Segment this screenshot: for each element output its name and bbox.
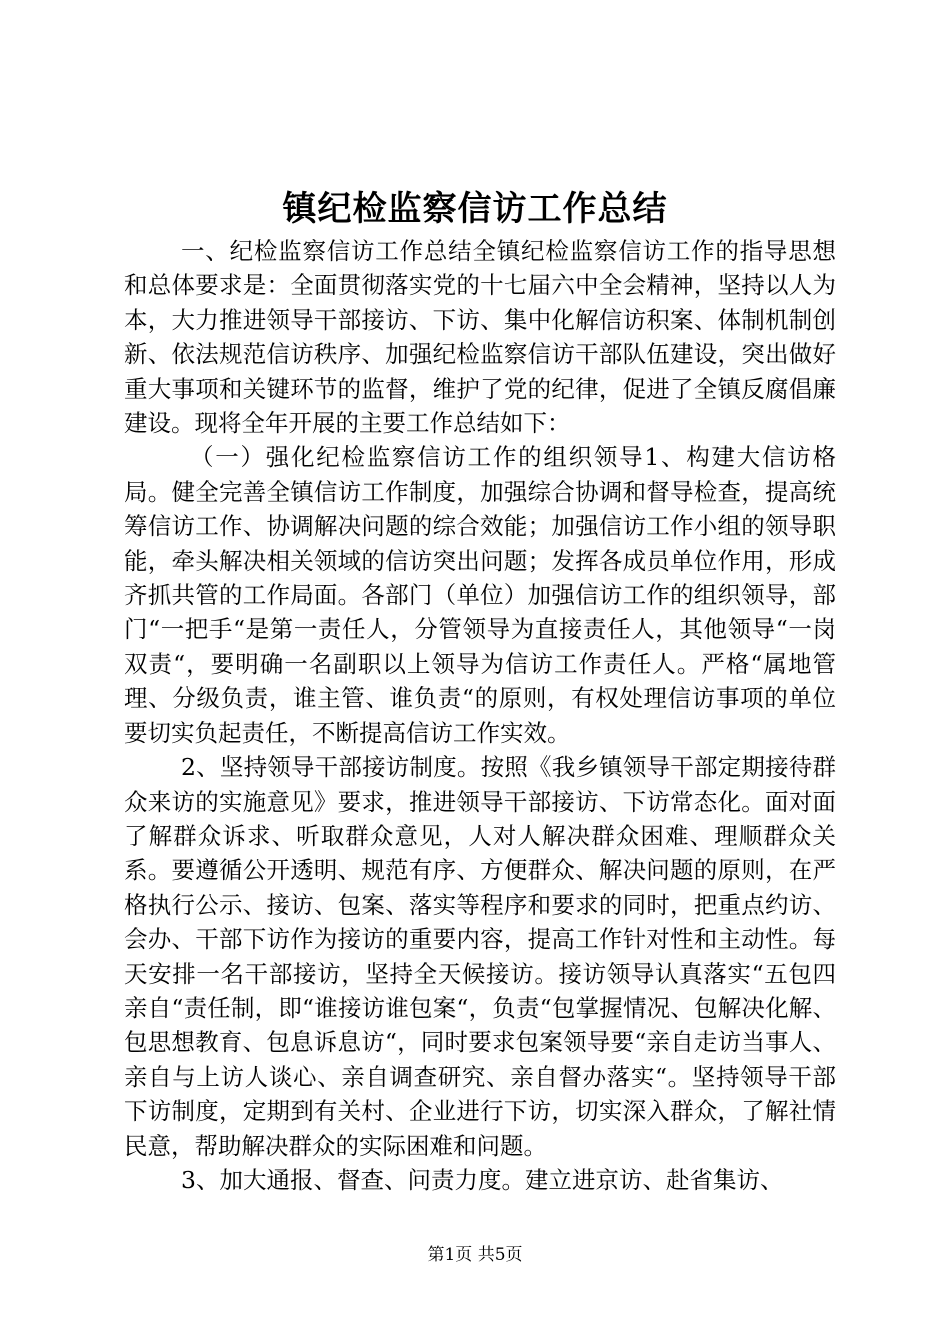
paragraph-item-2: 2、坚持领导干部接访制度。按照《我乡镇领导干部定期接待群众来访的实施意见》要求，推进领导干部接访、下访常态化。面对面了解群众诉求、听取群众意见，人对人解决群众困难、理顺群众关系。要遵循公开透明、规范有序、方便群众、解决问题的原则，在严格执行公示、接访、包案、落实等程序和要求的同时，把重点约访、会办、干部下访作为接访的重要内容，提高工作针对性和主动性。每天安排一名干部接访，坚持全天候接访。接访领导认真落实“五包四亲自“责任制，即“谁接访谁包案“，负责“包掌握情况、包解决化解、包思想教育、包息诉息访“，同时要求包案领导要“亲自走访当事人、亲自与上访人谈心、亲自调查研究、亲自督办落实“。坚持领导干部下访制度，定期到有关村、企业进行下访，切实深入群众，了解社情民意，帮助解决群众的实际困难和问题。 xyxy=(124,753,836,1160)
document-body xyxy=(124,234,836,1197)
paragraph-section-1: （一）强化纪检监察信访工作的组织领导1、构建大信访格局。健全完善全镇信访工作制度，加强综合协调和督导检查，提高统筹信访工作、协调解决问题的综合效能；加强信访工作小组的领导职能，牵头解决相关领域的信访突出问题；发挥各成员单位作用，形成齐抓共管的工作局面。各部门（单位）加强信访工作的组织领导，部门“一把手“是第一责任人，分管领导为直接责任人，其他领导“一岗双责“，要明确一名副职以上领导为信访工作责任人。严格“属地管理、分级负责，谁主管、谁负责“的原则，有权处理信访事项的单位要切实负起责任，不断提高信访工作实效。 xyxy=(124,443,836,747)
paragraph-item-3: 3、加大通报、督查、问责力度。建立进京访、赴省集访、 xyxy=(181,1165,784,1194)
document-title: 镇纪检监察信访工作总结 xyxy=(282,189,668,229)
paragraph-intro: 一、纪检监察信访工作总结全镇纪检监察信访工作的指导思想和总体要求是：全面贯彻落实党的十七届六中全会精神，坚持以人为本，大力推进领导干部接访、下访、集中化解信访积案、体制机制创新、依法规范信访秩序、加强纪检监察信访干部队伍建设，突出做好重大事项和关键环节的监督，维护了党的纪律，促进了全镇反腐倡廉建设。现将全年开展的主要工作总结如下： xyxy=(124,237,836,438)
page-number-footer: 第1页 共5页 xyxy=(427,1245,523,1265)
